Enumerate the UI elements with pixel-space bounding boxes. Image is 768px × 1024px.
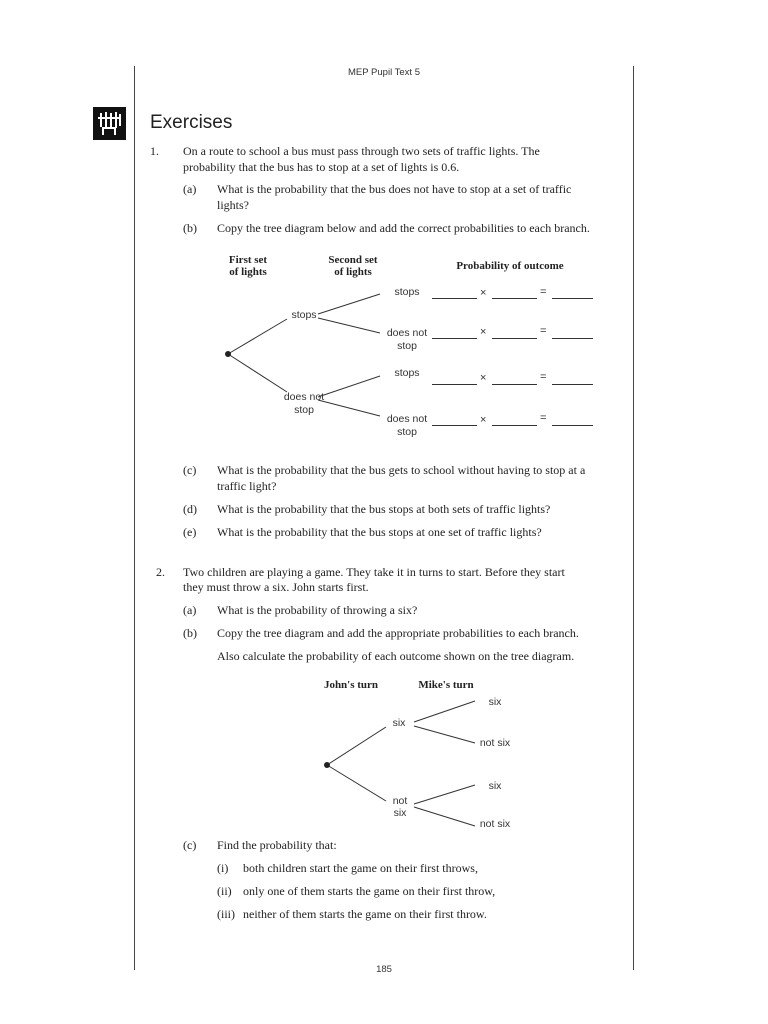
q1c-label: (c)	[183, 463, 197, 477]
q1-leaf-does-not-2: does not	[386, 413, 428, 425]
q2c-line1: Find the probability that:	[217, 838, 337, 852]
q2-node-not: not	[392, 795, 408, 807]
q1-blank-r3-b	[492, 384, 537, 385]
q2c-ii-text: only one of them starts the game on their first throw,	[243, 884, 496, 898]
q1b-label: (b)	[183, 221, 197, 235]
q1-header-second-2: of lights	[334, 266, 372, 278]
q2-leaf-not-six-1: not six	[479, 737, 511, 749]
q1-blank-r1-b	[492, 298, 537, 299]
page-number: 185	[376, 964, 392, 975]
q1e-label: (e)	[183, 525, 197, 539]
q1-blank-r3-a	[432, 384, 477, 385]
q2b-line1: Copy the tree diagram and add the appropriate probabilities to each branch.	[217, 626, 579, 640]
q1-leaf-does-not-1: does not	[386, 327, 428, 339]
q1-text-line2: probability that the bus has to stop at a set of lights is 0.6.	[183, 160, 460, 174]
q2-number: 2.	[156, 565, 165, 579]
q1d-label: (d)	[183, 502, 197, 516]
section-title: Exercises	[150, 112, 233, 133]
q1a-label: (a)	[183, 182, 197, 196]
q2c-iii-text: neither of them starts the game on their first throw.	[243, 907, 487, 921]
q1-equals-r2: =	[540, 325, 547, 337]
q1-times-r2: ×	[480, 326, 487, 338]
q1-times-r4: ×	[480, 414, 487, 426]
q1-times-r3: ×	[480, 372, 487, 384]
q1b-line1: Copy the tree diagram below and add the correct probabilities to each branch.	[217, 221, 590, 235]
q1-leaf-stop-1: stop	[397, 340, 417, 352]
q1c-line2: traffic light?	[217, 479, 277, 493]
q1-header-prob: Probability of outcome	[456, 260, 564, 272]
q1-header-second-1: Second set	[328, 254, 378, 266]
q1-blank-r4-c	[552, 425, 593, 426]
q2a-label: (a)	[183, 603, 197, 617]
q2-leaf-not-six-2: not six	[479, 818, 511, 830]
q2-leaf-six-2: six	[488, 780, 502, 792]
q2c-ii-label: (ii)	[217, 884, 232, 898]
q1-blank-r2-a	[432, 338, 477, 339]
q1-blank-r1-c	[552, 298, 593, 299]
q2-text-line1: Two children are playing a game. They take it in turns to start. Before they start	[183, 565, 565, 579]
q1-blank-r2-b	[492, 338, 537, 339]
q1-blank-r3-c	[552, 384, 593, 385]
q1-text-line1: On a route to school a bus must pass through two sets of traffic lights. The	[183, 144, 540, 158]
q1-leaf-stops-2: stops	[394, 367, 420, 379]
q1-blank-r4-a	[432, 425, 477, 426]
q1c-line1: What is the probability that the bus gets to school without having to stop at a	[217, 463, 586, 477]
q2c-i-label: (i)	[217, 861, 229, 875]
q2-node-six-2: six	[393, 807, 407, 819]
q2-node-six: six	[392, 717, 406, 729]
q1-blank-r2-c	[552, 338, 593, 339]
q1-node-stop-1: stop	[294, 404, 314, 416]
q1-equals-r4: =	[540, 412, 547, 424]
q1-blank-r4-b	[492, 425, 537, 426]
q1e-line1: What is the probability that the bus stops at one set of traffic lights?	[217, 525, 542, 539]
q1-equals-r3: =	[540, 371, 547, 383]
q2c-i-text: both children start the game on their first throws,	[243, 861, 478, 875]
exercise-icon	[93, 107, 126, 140]
q1-leaf-stops-1: stops	[394, 286, 420, 298]
q1-blank-r1-a	[432, 298, 477, 299]
q2b-line2: Also calculate the probability of each outcome shown on the tree diagram.	[217, 649, 575, 663]
q1-header-first-1: First set	[228, 254, 268, 266]
q1-times-r1: ×	[480, 287, 487, 299]
q1a-line1: What is the probability that the bus does not have to stop at a set of traffic	[217, 182, 572, 196]
q1a-line2: lights?	[217, 198, 249, 212]
q2c-iii-label: (iii)	[217, 907, 235, 921]
q2-text-line2: they must throw a six. John starts first.	[183, 580, 369, 594]
q2b-label: (b)	[183, 626, 197, 640]
q2c-label: (c)	[183, 838, 197, 852]
running-header: MEP Pupil Text 5	[348, 67, 420, 78]
q1-header-first-2: of lights	[229, 266, 267, 278]
q1d-line1: What is the probability that the bus stops at both sets of traffic lights?	[217, 502, 551, 516]
q2-header-john: John's turn	[323, 679, 379, 691]
q1-number: 1.	[150, 144, 159, 158]
q2a-line1: What is the probability of throwing a six?	[217, 603, 418, 617]
q2-header-mike: Mike's turn	[418, 679, 474, 691]
q1-node-does-not-1: does not	[283, 391, 325, 403]
right-margin-rule	[633, 66, 634, 970]
q1-equals-r1: =	[540, 286, 547, 298]
q2-leaf-six-1: six	[488, 696, 502, 708]
q1-node-stops-1: stops	[291, 309, 317, 321]
q1-leaf-stop-2: stop	[397, 426, 417, 438]
left-margin-rule	[134, 66, 135, 970]
